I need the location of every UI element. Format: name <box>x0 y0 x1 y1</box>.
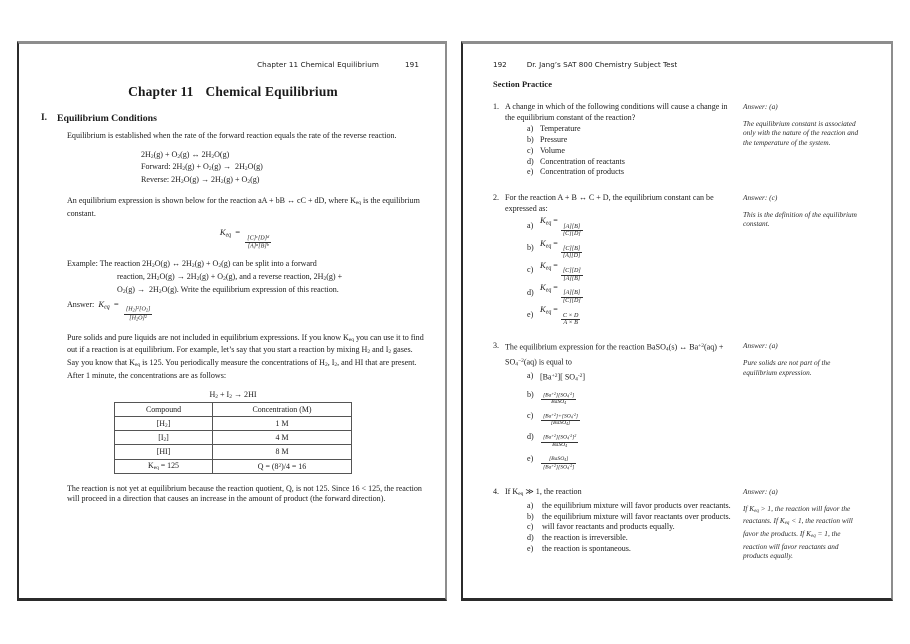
option-b[interactable] <box>527 238 737 260</box>
running-head-page-number: 192 <box>493 60 507 69</box>
page-right <box>461 41 893 601</box>
table-header-concentration: Concentration (M) <box>213 402 352 416</box>
option-label: a) <box>527 501 534 511</box>
option-label: c) <box>527 145 534 155</box>
question-text: If $K_{eq}$ ≫ 1, the reaction <box>505 487 582 498</box>
option-numerator: $[Ba^{+2}][SO_4^{-2}]$ <box>543 391 575 399</box>
chapter-name: Chemical Equilibrium <box>205 84 338 99</box>
table-cell-quotient: $Q = (8^2)/4 = 16$ <box>213 459 352 473</box>
option-text: the reaction is irreversible. <box>542 533 628 543</box>
option-numerator: [A][B] <box>561 224 583 231</box>
table-cell-compound: $[I_2]$ <box>115 431 213 445</box>
option-label: b) <box>527 135 534 145</box>
page-title <box>41 84 425 100</box>
option-denominator: [C][D] <box>562 297 581 304</box>
equation-overall: $2H_2(g) + O_2(g)$ ↔ $2H_2O(g)$ <box>141 149 230 160</box>
option-e[interactable] <box>527 448 737 471</box>
example-block <box>67 259 425 321</box>
option-text: Temperature <box>540 124 581 134</box>
option-label: c) <box>527 411 534 421</box>
question-1 <box>485 102 871 178</box>
option-text: Volume <box>540 145 565 155</box>
option-list <box>527 501 737 555</box>
option-denominator: [A][B] <box>563 275 581 282</box>
option-denominator: A × B <box>563 319 578 326</box>
section-practice-title: Section Practice <box>493 80 553 89</box>
option-formula: $K_{eq}$ = $\frac{[A][B]}{[C][D]}$ <box>540 215 581 238</box>
keq-symbol: $K_{eq}$ <box>219 227 232 239</box>
option-c[interactable] <box>527 146 737 157</box>
section-name: Equilibrium Conditions <box>57 113 157 124</box>
option-text: will favor reactants and products equally. <box>542 522 675 532</box>
answer-label: Answer: (a) <box>743 102 778 111</box>
question-text: A change in which of the following conditions will cause a change in the equilibrium constant of the reaction? <box>505 102 728 122</box>
option-text: the equilibrium mixture will favor reactants over products. <box>542 511 731 521</box>
closing-paragraph: The reaction is not yet at equilibrium because the reaction quotient, Q, is not 125. Since 16 < 125, the reaction will proceed in a direction that causes an increase in the amount of product (the forward direction). <box>67 483 422 504</box>
option-b[interactable] <box>527 135 737 146</box>
option-denominator: BaSO$_4$ <box>551 399 567 406</box>
example-label: Example: <box>67 259 98 269</box>
question-number: 4. <box>493 487 500 497</box>
pure-solids-block <box>67 333 425 382</box>
running-head-book-title: Dr. Jang’s SAT 800 Chemistry Subject Test <box>526 60 678 69</box>
option-label: e) <box>527 309 534 319</box>
option-label: e) <box>527 543 534 553</box>
right-running-head <box>493 60 871 69</box>
question-text: The equilibrium expression for the reaction BaSO$_4$(s) ↔ $Ba^{+2}(aq) + SO_4^{-2}(aq)$ is equal to <box>505 342 724 368</box>
equation-forward: Forward: $2H_2(g) + O_2(g) \to 2H_2O(g)$ <box>141 162 263 173</box>
option-label: a) <box>527 124 534 134</box>
keq-general-formula: $K_{eq}$ = $\frac{[C]^c[D]^d}{[A]^a[B]^b}$ <box>219 227 270 250</box>
equilibrium-expression-paragraph: An equilibrium expression is shown below for the reaction aA + bB ↔ cC + dD, where $K_{eq}$ is the equilibrium constant. <box>67 195 420 218</box>
option-list <box>527 215 737 326</box>
option-denominator: [BaSO$_4$] <box>550 420 571 427</box>
option-label: d) <box>527 533 534 543</box>
option-label: a) <box>527 221 534 231</box>
left-running-head <box>41 60 425 69</box>
option-formula <box>540 448 737 471</box>
example-keq-denominator: $[H_2O]^2$ <box>129 313 147 322</box>
option-numerator: [C][D] <box>562 268 581 275</box>
table-cell-concentration: 4 M <box>213 431 352 445</box>
closing-block <box>67 484 425 505</box>
option-a[interactable] <box>527 124 737 135</box>
example-line-3: $O_2(g) \to 2H_2O(g)$. Write the equilibrium expression of this reaction. <box>117 284 339 296</box>
option-label: d) <box>527 432 534 442</box>
option-label: d) <box>527 156 534 166</box>
option-d[interactable] <box>527 282 737 304</box>
option-label: c) <box>527 522 534 532</box>
example-line-1: Example: The reaction $2H_2O(g)$ ↔ $2H_2(g) + O_2(g)$ can be split into a forward <box>67 259 317 270</box>
option-numerator: C × D <box>562 312 579 319</box>
option-label: b) <box>527 390 534 400</box>
answer-note <box>743 193 861 326</box>
option-formula: $[Ba^{+2}]$[ $SO_4^{-2}$] <box>540 372 586 383</box>
reaction-equations <box>67 150 425 188</box>
option-d[interactable] <box>527 533 737 544</box>
option-numerator: $[Ba^{+2}]+[SO_4^{-2}]$ <box>543 412 579 420</box>
option-label: d) <box>527 287 534 297</box>
table-row <box>115 431 352 445</box>
option-label: a) <box>527 370 534 380</box>
question-number: 1. <box>493 102 500 111</box>
option-a[interactable] <box>527 215 737 237</box>
keq-denominator: $[A]^a[B]^b$ <box>247 242 269 250</box>
concentration-table <box>114 402 352 474</box>
answer-note <box>743 487 861 561</box>
running-head-chapter: Chapter 11 Chemical Equilibrium <box>257 60 379 69</box>
question-number: 3. <box>493 341 500 351</box>
question-4 <box>485 487 871 561</box>
table-cell-keq: $K_{eq} = 125$ <box>115 459 213 473</box>
section-numeral: I. <box>41 113 47 123</box>
option-d[interactable] <box>527 427 737 448</box>
option-e[interactable] <box>527 544 737 555</box>
pure-solids-paragraph: Pure solids and pure liquids are not included in equilibrium expressions. If you know $K_{eq}$ you can use it to find out if a reaction is at equilibrium. For example, let’s say that you start a reaction by mixing $H_2$ and $I_2$ gases. Say you know that $K_{eq}$ is 125. You periodically measure the concentrations of $H_2$, $I_2$, and HI that are present. After 1 minute, the concentrations are as follows: <box>67 332 424 381</box>
option-formula: $K_{eq}$ = $\frac{[C][B]}{[A][D]}$ <box>540 237 581 260</box>
table-cell-compound: [HI] <box>115 445 213 459</box>
option-formula: $K_{eq}$ = $\frac{[C][D]}{[A][B]}$ <box>540 259 581 282</box>
answer-body: If $K_{eq} > 1$, the reaction will favor the reactants. If $K_{eq} < 1$, the reaction will favor the products. If $K_{eq} = 1$, the reaction will favor reactants and products equally. <box>743 503 853 561</box>
option-e[interactable] <box>527 304 737 326</box>
option-text: Pressure <box>540 135 568 145</box>
option-label: e) <box>527 167 534 177</box>
answer-label: Answer: (c) <box>743 192 778 202</box>
option-formula <box>540 406 737 427</box>
table-cell-concentration: 8 M <box>213 445 352 459</box>
option-e[interactable] <box>527 167 737 178</box>
answer-label: Answer: (a) <box>743 341 778 351</box>
answer-body: The equilibrium constant is associated only with the nature of the reaction and the temperature of the system. <box>743 118 859 147</box>
chapter-number: Chapter 11 <box>128 84 194 99</box>
option-formula: $K_{eq}$ = $\frac{C \times D}{A \times B}$ <box>540 304 579 326</box>
answer-note <box>743 341 861 471</box>
option-a[interactable] <box>527 501 737 512</box>
option-list <box>527 371 737 471</box>
option-label: c) <box>527 265 534 275</box>
option-label: b) <box>527 243 534 253</box>
option-b[interactable] <box>527 512 737 523</box>
option-text: the reaction is spontaneous. <box>542 543 631 553</box>
option-list <box>527 124 737 178</box>
option-text: Concentration of products <box>540 167 625 177</box>
table-cell-concentration: 1 M <box>213 417 352 431</box>
option-c[interactable] <box>527 406 737 427</box>
table-row <box>115 459 352 473</box>
option-b[interactable] <box>527 385 737 406</box>
answer-label: Answer: (a) <box>743 487 778 497</box>
equation-reverse: Reverse: $2H_2O(g) \to 2H_2(g) + O_2(g)$ <box>141 175 260 186</box>
page-left <box>17 41 447 601</box>
option-text: Concentration of reactants <box>540 156 625 166</box>
option-d[interactable] <box>527 157 737 168</box>
table-cell-compound: $[H_2]$ <box>115 417 213 431</box>
question-text: For the reaction A + B ↔ C + D, the equilibrium constant can be expressed as: <box>505 192 714 213</box>
option-denominator: $[Ba^{+2}][SO_4^{-2}]$ <box>543 463 575 471</box>
option-denominator: BaSO$_4$ <box>552 441 568 448</box>
table-row <box>115 445 352 459</box>
option-label: b) <box>527 511 534 521</box>
running-head-page-number: 191 <box>404 60 419 69</box>
example-answer: Answer: $K_{eq}$ = $\frac{[H_2]^2[O_2]}{[H_2O]^2}$ <box>67 298 151 322</box>
option-text: the equilibrium mixture will favor products over reactants. <box>542 501 731 511</box>
option-numerator: [C][B] <box>561 246 583 253</box>
keq-numerator: $[C]^c[D]^d$ <box>247 234 270 242</box>
example-answer-label: Answer: <box>67 299 95 309</box>
answer-body: This is the definition of the equilibrium constant. <box>743 209 857 229</box>
option-a[interactable] <box>527 371 737 385</box>
option-numerator: [BaSO$_4$] <box>541 457 576 464</box>
section-body <box>67 131 425 250</box>
option-numerator: [A][B] <box>561 290 583 297</box>
option-c[interactable] <box>527 260 737 282</box>
table-header-row <box>115 402 352 416</box>
option-denominator: [C][D] <box>562 231 581 238</box>
table-caption: $H_2 + I_2 \to 2HI$ <box>209 389 257 400</box>
example-keq-fraction <box>124 306 153 321</box>
option-formula <box>540 385 737 406</box>
option-formula: $K_{eq}$ = $\frac{[A][B]}{[C][D]}$ <box>540 281 581 304</box>
question-3 <box>485 341 871 471</box>
example-keq-symbol: $K_{eq}$ <box>96 298 110 310</box>
answer-body: Pure solids are not part of the equilibrium expression. <box>743 357 831 377</box>
option-label: e) <box>527 454 534 464</box>
option-numerator: $[Ba^{+2}][SO_4^{-2}]^2$ <box>543 434 577 441</box>
option-c[interactable] <box>527 522 737 533</box>
table-header-compound: Compound <box>115 402 213 416</box>
keq-fraction <box>245 235 271 250</box>
section-heading <box>41 113 425 124</box>
intro-paragraph: Equilibrium is established when the rate of the forward reaction equals the rate of the reverse reaction. <box>67 131 397 140</box>
question-number: 2. <box>493 192 500 202</box>
answer-note <box>743 102 861 178</box>
option-formula <box>540 427 737 448</box>
table-row <box>115 417 352 431</box>
option-denominator: [A][D] <box>562 253 581 260</box>
question-2 <box>485 193 871 326</box>
example-keq-numerator: $[H_2]^2[O_2]$ <box>125 305 151 314</box>
example-line-2: reaction, $2H_2O(g) \to 2H_2(g) + O_2(g)$, and a reverse reaction, $2H_2(g)$ + <box>117 272 343 283</box>
